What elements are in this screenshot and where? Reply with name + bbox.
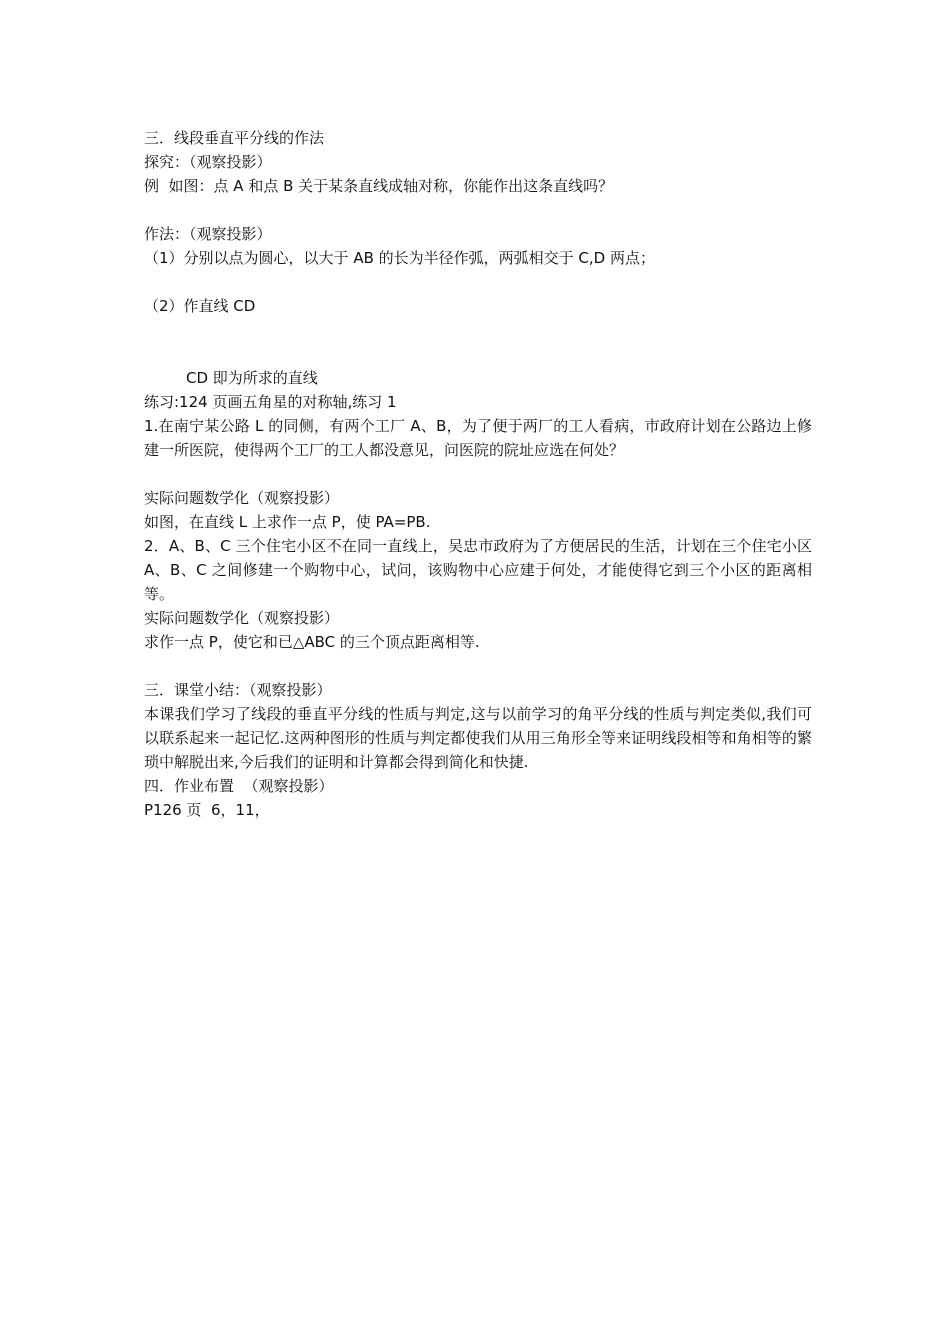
homework-heading: 四．作业布置 （观察投影） (144, 777, 334, 795)
spacer (144, 198, 812, 222)
method-conclusion: CD 即为所求的直线 (186, 369, 318, 387)
problem-1: 1.在南宁某公路 L 的同侧，有两个工厂 A、B，为了便于两厂的工人看病，市政府计划在公路边上修建一所医院，使得两个工厂的工人都没意见，问医院的院址应选在何处？ (144, 417, 812, 459)
spacer (144, 318, 812, 366)
spacer (144, 462, 812, 486)
document-body (144, 126, 817, 822)
summary-heading: 三．课堂小结：（观察投影） (144, 681, 332, 699)
exercise-reference: 练习:124 页画五角星的对称轴,练习 1 (144, 393, 397, 411)
problem-2-math: 求作一点 P，使它和已△ABC 的三个顶点距离相等. (144, 633, 480, 651)
example-question: 例 如图：点 A 和点 B 关于某条直线成轴对称，你能作出这条直线吗？ (144, 177, 614, 195)
explore-label: 探究：（观察投影） (144, 153, 272, 171)
problem-1-math: 如图，在直线 L 上求作一点 P，使 PA=PB. (144, 513, 431, 531)
method-label: 作法：（观察投影） (144, 225, 272, 243)
section-heading-construction: 三．线段垂直平分线的作法 (144, 129, 325, 147)
mathematize-label-1: 实际问题数学化（观察投影） (144, 489, 340, 507)
method-step-1: （1）分别以点为圆心，以大于 AB 的长为半径作弧，两弧相交于 C,D 两点； (144, 249, 655, 267)
problem-2: 2．A、B、C 三个住宅小区不在同一直线上，吴忠市政府为了方便居民的生活，计划在三个住宅小区 A、B、C 之间修建一个购物中心，试问，该购物中心应建于何处，才能使得它到三个小区的距离相等。 (144, 537, 817, 603)
summary-text: 本课我们学习了线段的垂直平分线的性质与判定,这与以前学习的角平分线的性质与判定类似,我们可以联系起来一起记忆.这两种图形的性质与判定都使我们从用三角形全等来证明线段相等和角相等的繁琐中解脱出来,今后我们的证明和计算都会得到简化和快捷. (144, 705, 812, 771)
method-step-2: （2）作直线 CD (144, 297, 256, 315)
spacer (144, 270, 812, 294)
spacer (144, 654, 812, 678)
homework-pages: P126 页 6，11， (144, 801, 270, 819)
mathematize-label-2: 实际问题数学化（观察投影） (144, 609, 340, 627)
